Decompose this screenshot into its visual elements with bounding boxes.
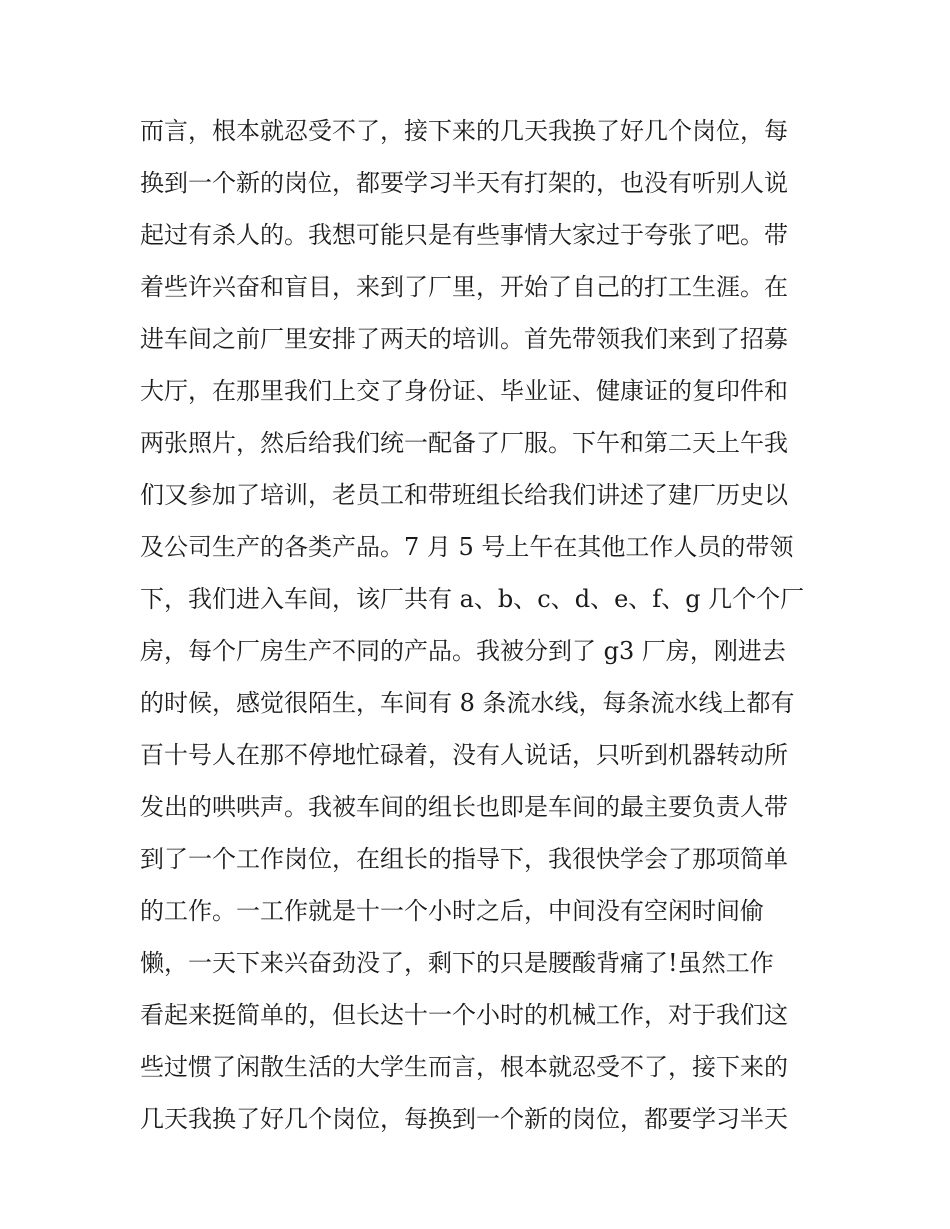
- text-line: 们又参加了培训，老员工和带班组长给我们讲述了建厂历史以: [140, 481, 788, 509]
- text-line: 着些许兴奋和盲目，来到了厂里，开始了自己的打工生涯。在: [140, 273, 788, 301]
- text-line: 百十号人在那不停地忙碌着，没有人说话，只听到机器转动所: [140, 741, 788, 769]
- text-line: 几天我换了好几个岗位，每换到一个新的岗位，都要学习半天: [140, 1105, 788, 1133]
- text-line: 大厅，在那里我们上交了身份证、毕业证、健康证的复印件和: [140, 377, 788, 405]
- body-text: [140, 108, 820, 1148]
- text-line: 些过惯了闲散生活的大学生而言，根本就忍受不了，接下来的: [140, 1053, 788, 1081]
- text-line: 下，我们进入车间，该厂共有 a、b、c、d、e、f、g 几个个厂: [140, 585, 805, 613]
- text-line: 起过有杀人的。我想可能只是有些事情大家过于夸张了吧。带: [140, 221, 788, 249]
- text-line: 房，每个厂房生产不同的产品。我被分到了 g3 厂房，刚进去: [140, 637, 786, 665]
- text-line: 换到一个新的岗位，都要学习半天有打架的，也没有听别人说: [140, 169, 788, 197]
- text-line: 而言，根本就忍受不了，接下来的几天我换了好几个岗位，每: [140, 117, 788, 145]
- text-line: 看起来挺简单的，但长达十一个小时的机械工作，对于我们这: [140, 1001, 788, 1029]
- text-line: 及公司生产的各类产品。7 月 5 号上午在其他工作人员的带领: [140, 533, 794, 561]
- text-line: 懒，一天下来兴奋劲没了，剩下的只是腰酸背痛了!虽然工作: [140, 949, 774, 977]
- text-line: 的工作。一工作就是十一个小时之后，中间没有空闲时间偷: [140, 897, 764, 925]
- text-line: 两张照片，然后给我们统一配备了厂服。下午和第二天上午我: [140, 429, 788, 457]
- text-line: 进车间之前厂里安排了两天的培训。首先带领我们来到了招募: [140, 325, 788, 353]
- text-line: 发出的哄哄声。我被车间的组长也即是车间的最主要负责人带: [140, 793, 788, 821]
- text-line: 到了一个工作岗位，在组长的指导下，我很快学会了那项简单: [140, 845, 788, 873]
- text-line: 的时候，感觉很陌生，车间有 8 条流水线，每条流水线上都有: [140, 689, 795, 717]
